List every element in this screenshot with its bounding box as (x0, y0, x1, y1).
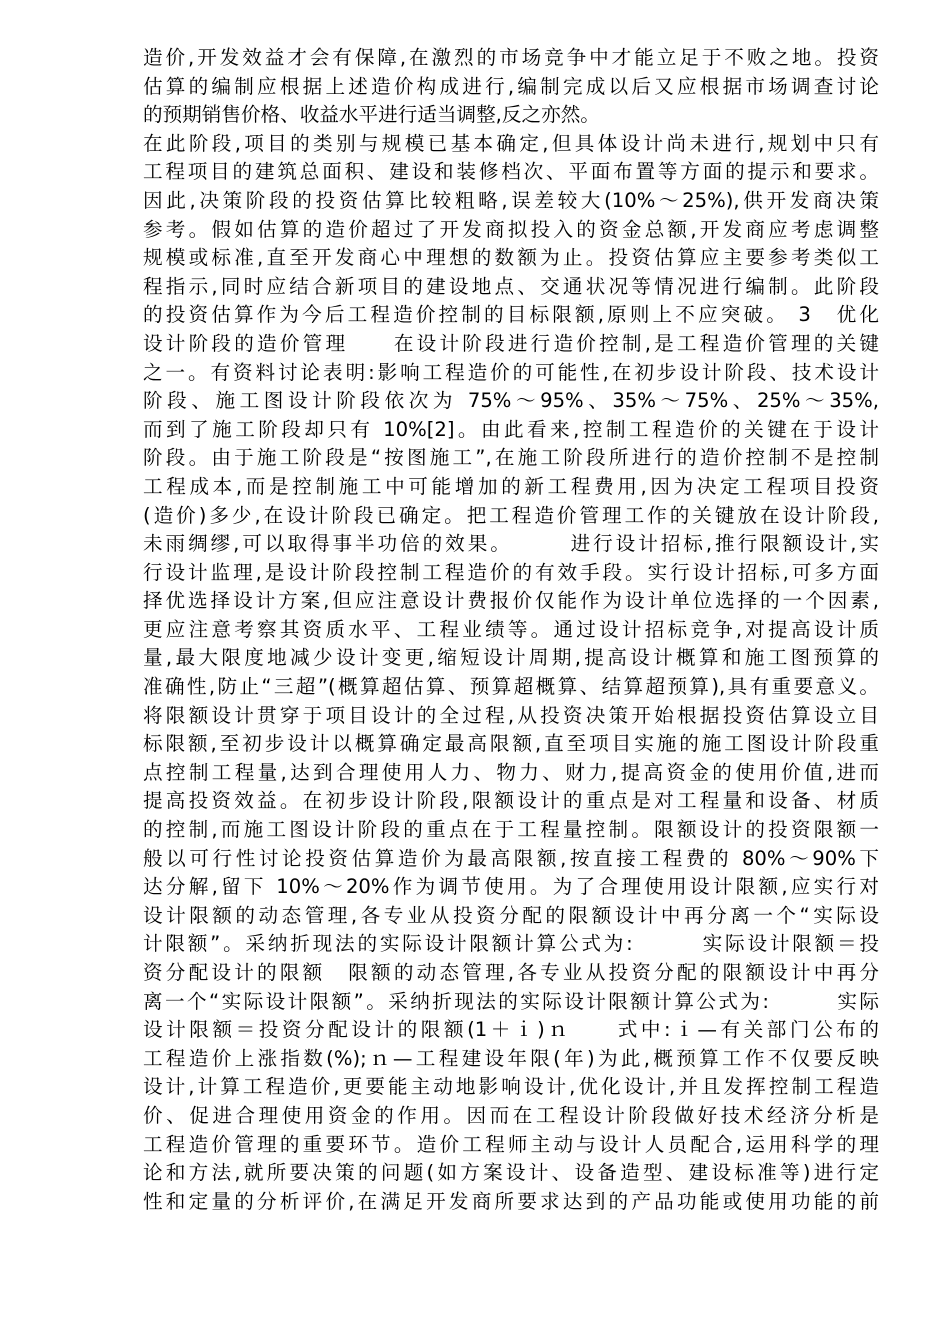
text-line: 设计,计算工程造价,更要能主动地影响设计,优化设计,并且发挥控制工程造 (143, 1075, 879, 1099)
text-line: 量,最大限度地减少设计变更,缩短设计周期,提高设计概算和施工图预算的 (143, 646, 879, 670)
text-line: 工程项目的建筑总面积、建设和装修档次、平面布置等方面的提示和要求。 (143, 160, 879, 184)
text-line: 择优选择设计方案,但应注意设计费报价仅能作为设计单位选择的一个因素, (143, 589, 879, 613)
text-line: 估算的编制应根据上述造价构成进行,编制完成以后又应根据市场调查讨论 (143, 74, 879, 98)
text-line: 行设计监理,是设计阶段控制工程造价的有效手段。实行设计招标,可多方面 (143, 560, 879, 584)
text-line: 规模或标准,直至开发商心中理想的数额为止。投资估算应主要参考类似工 (143, 246, 879, 270)
text-line: 提高投资效益。在初步设计阶段,限额设计的重点是对工程量和设备、材质 (143, 789, 879, 813)
text-line: 达分解,留下 10%～20%作为调节使用。为了合理使用设计限额,应实行对 (143, 875, 879, 899)
text-line: 资分配设计的限额 限额的动态管理,各专业从投资分配的限额设计中再分 (143, 961, 879, 984)
text-line: 程指示,同时应结合新项目的建设地点、交通状况等情况进行编制。此阶段 (143, 274, 879, 298)
text-line: 的预期销售价格、收益水平进行适当调整,反之亦然。 (143, 103, 600, 127)
text-line: 阶段、施工图设计阶段依次为 75%～95%、35%～75%、25%～35%, (143, 389, 879, 413)
text-line: 将限额设计贯穿于项目设计的全过程,从投资决策开始根据投资估算设立目 (143, 703, 879, 727)
text-line: 之一。有资料讨论表明:影响工程造价的可能性,在初步设计阶段、技术设计 (143, 360, 879, 384)
text-line: 参考。假如估算的造价超过了开发商拟投入的资金总额,开发商应考虑调整 (143, 217, 879, 241)
text-line: 而到了施工阶段却只有 10%[2]。由此看来,控制工程造价的关键在于设计 (143, 417, 879, 441)
text-line: 计限额”。采纳折现法的实际设计限额计算公式为: 实际设计限额＝投 (143, 932, 879, 956)
text-line: (造价)多少,在设计阶段已确定。把工程造价管理工作的关键放在设计阶段, (143, 503, 879, 527)
text-line: 准确性,防止“三超”(概算超估算、预算超概算、结算超预算),具有重要意义。 (143, 675, 879, 699)
text-line: 的控制,而施工图设计阶段的重点在于工程量控制。限额设计的投资限额一 (143, 818, 879, 842)
text-line: 因此,决策阶段的投资估算比较粗略,误差较大(10%～25%),供开发商决策 (143, 188, 879, 212)
text-line: 工程成本,而是控制施工中可能增加的新工程费用,因为决定工程项目投资 (143, 474, 879, 498)
document-body (143, 44, 879, 1216)
text-line: 设计限额＝投资分配设计的限额(1＋ｉ)ｎ 式中:ｉ—有关部门公布的 (143, 1018, 879, 1042)
text-line: 般以可行性讨论投资估算造价为最高限额,按直接工程费的 80%～90%下 (143, 846, 879, 870)
text-line: 价、促进合理使用资金的作用。因而在工程设计阶段做好技术经济分析是 (143, 1103, 879, 1127)
text-line: 性和定量的分析评价,在满足开发商所要求达到的产品功能或使用功能的前 (143, 1189, 879, 1213)
text-line: 点控制工程量,达到合理使用人力、物力、财力,提高资金的使用价值,进而 (143, 760, 879, 784)
text-line: 造价,开发效益才会有保障,在激烈的市场竞争中才能立足于不败之地。投资 (143, 46, 879, 69)
text-line: 阶段。由于施工阶段是“按图施工”,在施工阶段所进行的造价控制不是控制 (143, 446, 879, 470)
text-line: 论和方法,就所要决策的问题(如方案设计、设备造型、建设标准等)进行定 (143, 1161, 879, 1185)
text-line: 在此阶段,项目的类别与规模已基本确定,但具体设计尚未进行,规划中只有 (143, 131, 879, 155)
text-line: 的投资估算作为今后工程造价控制的目标限额,原则上不应突破。 3 优化 (143, 303, 879, 327)
text-line: 标限额,至初步设计以概算确定最高限额,直至项目实施的施工图设计阶段重 (143, 732, 879, 756)
text-line: 工程造价管理的重要环节。造价工程师主动与设计人员配合,运用科学的理 (143, 1132, 879, 1156)
text-line: 工程造价上涨指数(%);ｎ—工程建设年限(年)为此,概预算工作不仅要反映 (143, 1046, 879, 1070)
text-line: 设计阶段的造价管理 在设计阶段进行造价控制,是工程造价管理的关键 (143, 331, 879, 355)
text-line: 离一个“实际设计限额”。采纳折现法的实际设计限额计算公式为: 实际 (143, 989, 879, 1013)
text-line: 未雨绸缪,可以取得事半功倍的效果。 进行设计招标,推行限额设计,实 (143, 532, 879, 556)
text-line: 更应注意考察其资质水平、工程业绩等。通过设计招标竞争,对提高设计质 (143, 617, 879, 641)
text-line: 设计限额的动态管理,各专业从投资分配的限额设计中再分离一个“实际设 (143, 903, 879, 927)
